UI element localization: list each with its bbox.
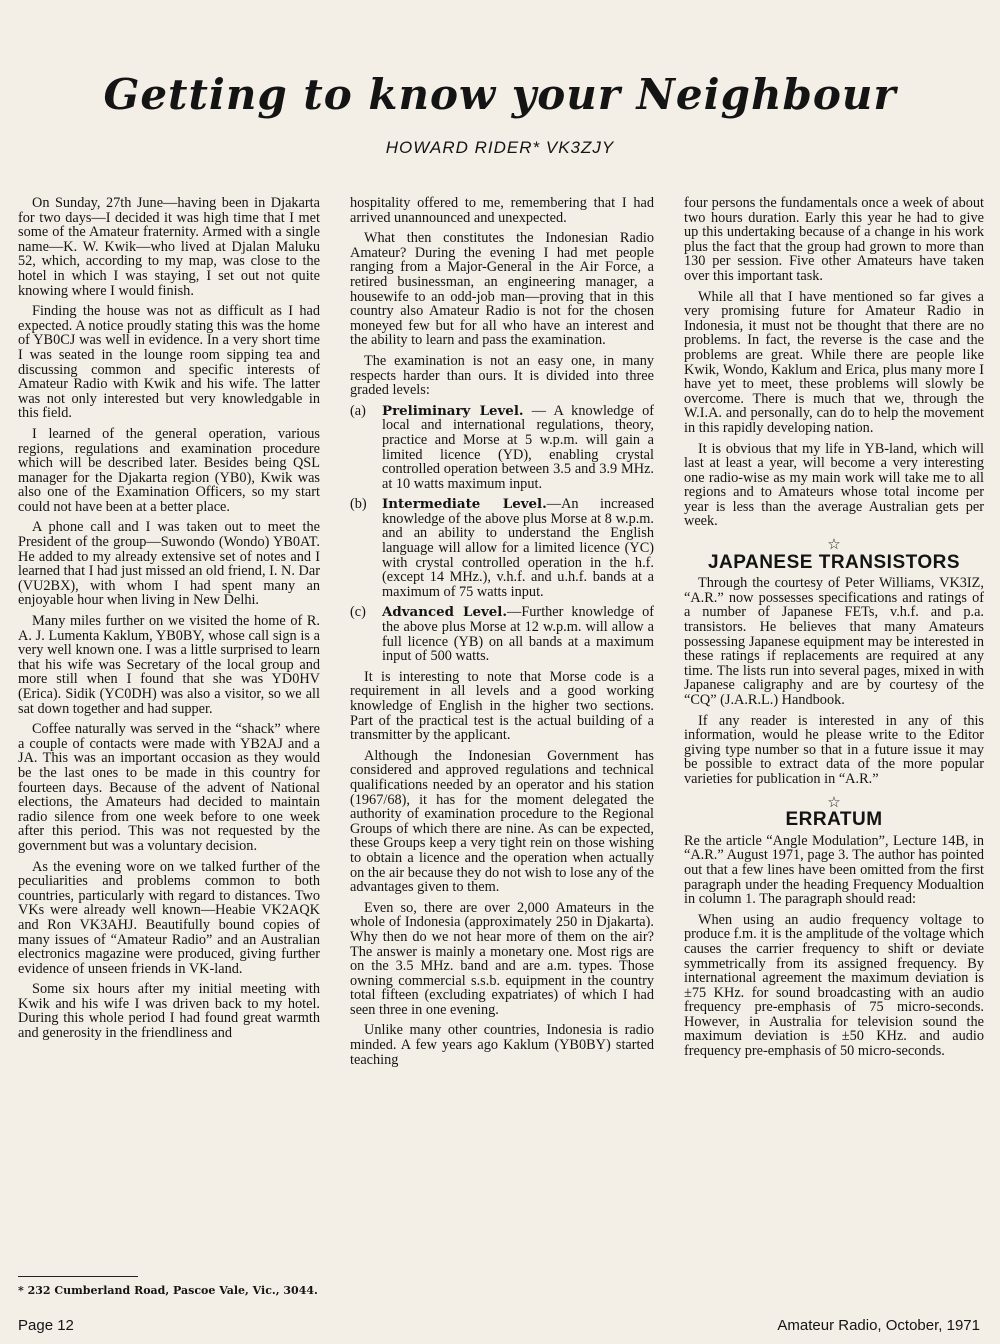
column-3 <box>684 196 984 1065</box>
paragraph: On Sunday, 27th June—having been in Djakarta for two days—I decided it was high time that I met some of the Amateur fraternity. Armed with a single name—K. W. Kwik—who lived at Djalan Maluku 52, which, according to my map, was close to the hotel in which I was staying, I set out not quite knowing where I would finish. <box>18 195 320 299</box>
level-label: (b) <box>350 496 367 513</box>
level-label: (a) <box>350 402 366 419</box>
paragraph: It is obvious that my life in YB-land, which will last at least a year, will become a very interesting one radio-wise as my main work will take me to all regions and to Amateurs whose total income per year is less than the average Australian gets per week. <box>684 440 984 530</box>
column-1 <box>18 196 320 1047</box>
paragraph: While all that I have mentioned so far gives a very promising future for Amateur Radio in Indonesia, it must not be thought that there are no problems. In fact, the reverse is the case and the problems are great. While there are people like Kwik, Wondo, Kaklum and Erica, plus many more I have yet to meet, these problems will slowly be overcome. There is much that we, through the W.I.A. and personally, can do to help the movement in this rapidly developing nation. <box>684 288 984 436</box>
section-heading-transistors: JAPANESE TRANSISTORS <box>707 551 961 573</box>
paragraph: A phone call and I was taken out to meet the President of the group—Suwondo (Wondo) YB0AT. He added to my already extensive set of notes and I learned that I had just missed an old friend, I. N. Dar (VU2BX), with whom I had spent many an enjoyable hour when living in New Delhi. <box>18 519 320 609</box>
paragraph: hospitality offered to me, remembering that I had arrived unannounced and unexpected. <box>350 195 654 226</box>
level-name: Preliminary Level. <box>382 402 524 419</box>
level-item-a <box>350 404 654 492</box>
paragraph: What then constitutes the Indonesian Radio Amateur? During the evening I had met people ranging from a Major-General in the Air Force, a retired businessman, an engineering manager, a housewife to an odd-job man—proving that in this country also Amateur Radio is not for the chosen moneyed few but for all who have an interest and the ability to learn and pass the examination. <box>350 230 654 349</box>
paragraph: The examination is not an easy one, in many respects harder than ours. It is divided into three graded levels: <box>350 352 654 399</box>
paragraph: Even so, there are over 2,000 Amateurs in the whole of Indonesia (approximately 250 in Djakarta). Why then do we not hear more of them on the air? The answer is mainly a monetary one. Most rigs are on the 3.5 MHz. band and are a.m. types. Those owning commercial s.s.b. equipment in the country total fifteen (excluding expatriates) of which I had seen three in one evening. <box>350 899 654 1018</box>
paragraph: When using an audio frequency voltage to produce f.m. it is the amplitude of the voltage which causes the carrier frequency to shift or deviate symmetrically from its assigned frequency. By international agreement the maximum deviation is ±75 KHz. for sound broadcasting with an audio frequency pre-emphasis of 75 micro-seconds. However, in Australia for television sound the maximum deviation is ±50 KHz. and audio frequency pre-emphasis of 50 micro-seconds. <box>684 911 984 1060</box>
paragraph: I learned of the general operation, various regions, regulations and examination procedure which will be described later. Besides being QSL manager for the Djakarta region (YB0), Kwik was also one of the Examination Officers, so my start could not have been at a better place. <box>18 425 320 515</box>
level-text: —An increased knowledge of the above plus Morse at 8 w.p.m. and an ability to understand the English language will allow for a limited licence (YC) with crystal controlled operation in the h.f. (except 14 MHz.), v.h.f. and u.h.f. bands at a maximum of 75 watts input. <box>382 496 654 600</box>
paragraph: four persons the fundamentals once a week of about two hours duration. Early this year he had to give up this undertaking because of a change in his work plus the fact that the group had grown to more than 130 per session. Five other Amateurs have taken over this important task. <box>684 195 984 284</box>
section-heading-erratum: ERRATUM <box>785 809 883 831</box>
article-title: Getting to know your Neighbour <box>103 70 897 119</box>
column-2 <box>350 196 654 1073</box>
level-label: (c) <box>350 604 366 621</box>
paragraph: Finding the house was not as difficult as I had expected. A notice proudly stating this was the home of YB0CJ was well in evidence. In a very short time I was seated in the lounge room sipping tea and discussing common and specific interests of Amateur Radio with Kwik and his wife. The latter was not only interested but very knowledgable in this field. <box>18 303 320 422</box>
level-name: Advanced Level. <box>382 604 508 621</box>
level-text: —Further knowledge of the above plus Morse at 12 w.p.m. will allow a full licence (YB) on all bands at a maximum input of 500 watts. <box>382 604 654 665</box>
paragraph: Although the Indonesian Government has considered and approved regulations and technical qualifications needed by an operator and his station (1967/68), it has for the moment delegated the authority of examination procedure to the Regional Groups of which there are nine. As can be expected, these Groups keep a very tight rein on those wishing to obtain a licence and the operation when actually on the air because they do not wish to lose any of the advantages given to them. <box>350 747 654 896</box>
author-address-footnote: * 232 Cumberland Road, Pascoe Vale, Vic., 3044. <box>18 1284 318 1297</box>
paragraph: Coffee naturally was served in the “shack” where a couple of contacts were made with YB2AJ and a JA. This was an important occasion as they would be the last ones to be made in this country for fourteen days. Because of the advent of National elections, the Amateurs had decided to maintain radio silence from one week before to one week after this period. This was not requested by the government but was a voluntary decision. <box>18 721 320 854</box>
issue-info: Amateur Radio, October, 1971 <box>777 1317 980 1334</box>
star-icon: ☆ <box>827 535 841 554</box>
page-number: Page 12 <box>18 1317 74 1334</box>
author-byline: HOWARD RIDER* VK3ZJY <box>385 138 615 157</box>
paragraph: Many miles further on we visited the home of R. A. J. Lumenta Kaklum, YB0BY, whose call sign is a very well known one. I was a little surprised to learn that his wife was Secretary of the local group and more still when I found that she was YD0HV (Erica). Sidik (YC0DH) was also a visitor, so we all sat down together and had supper. <box>18 613 320 717</box>
paragraph: Unlike many other countries, Indonesia is radio minded. A few years ago Kaklum (YB0BY) started teaching <box>350 1022 654 1068</box>
paragraph: If any reader is interested in any of this information, would he please write to the Editor giving type number so that in a future issue it may be possible to extract data of the more popular varieties for publication in “A.R.” <box>684 712 984 787</box>
level-text: — A knowledge of local and international regulations, theory, practice and Morse at 5 w.p.m. will gain a limited licence (YD), enabling crystal controlled operation between 3.5 and 3.9 MHz. at 10 watts maximum input. <box>382 402 654 492</box>
level-item-b <box>350 497 654 599</box>
level-name: Intermediate Level. <box>382 496 547 513</box>
paragraph: It is interesting to note that Morse code is a requirement in all levels and a good working knowledge of English in the higher two sections. Part of the practical test is the actual building of a transmitter by the applicant. <box>350 668 654 744</box>
paragraph: Some six hours after my initial meeting with Kwik and his wife I was driven back to my hotel. During this whole period I had found great warmth and generosity in the friendliness and <box>18 981 320 1042</box>
star-icon: ☆ <box>827 792 841 811</box>
level-item-c <box>350 605 654 663</box>
footnote-rule <box>18 1276 138 1277</box>
paragraph: As the evening wore on we talked further of the peculiarities and problems common to both countries, particularly with regard to distances. Two VKs were already well known—Heabie VK2AQK and Ron VK3AHJ. Beautifully bound copies of many issues of “Amateur Radio” and an Australian electronics magazine were produced, giving further evidence of unseen friends in VK-land. <box>18 858 320 977</box>
paragraph: Through the courtesy of Peter Williams, VK3IZ, “A.R.” now possesses specifications and ratings of a number of Japanese FETs, v.h.f. and p.a. transistors. He believes that many Amateurs possessing Japanese equipment may be interested in these ratings if replacements are required at any time. The lists run into several pages, mixed in with Japanese caligraphy and are by courtesy of the “CQ” (J.A.R.L.) Handbook. <box>684 575 984 708</box>
paragraph: Re the article “Angle Modulation”, Lecture 14B, in “A.R.” August 1971, page 3. The author has pointed out that a few lines have been omitted from the first paragraph under the heading Frequency Modualtion in column 1. The paragraph should read: <box>684 832 984 908</box>
